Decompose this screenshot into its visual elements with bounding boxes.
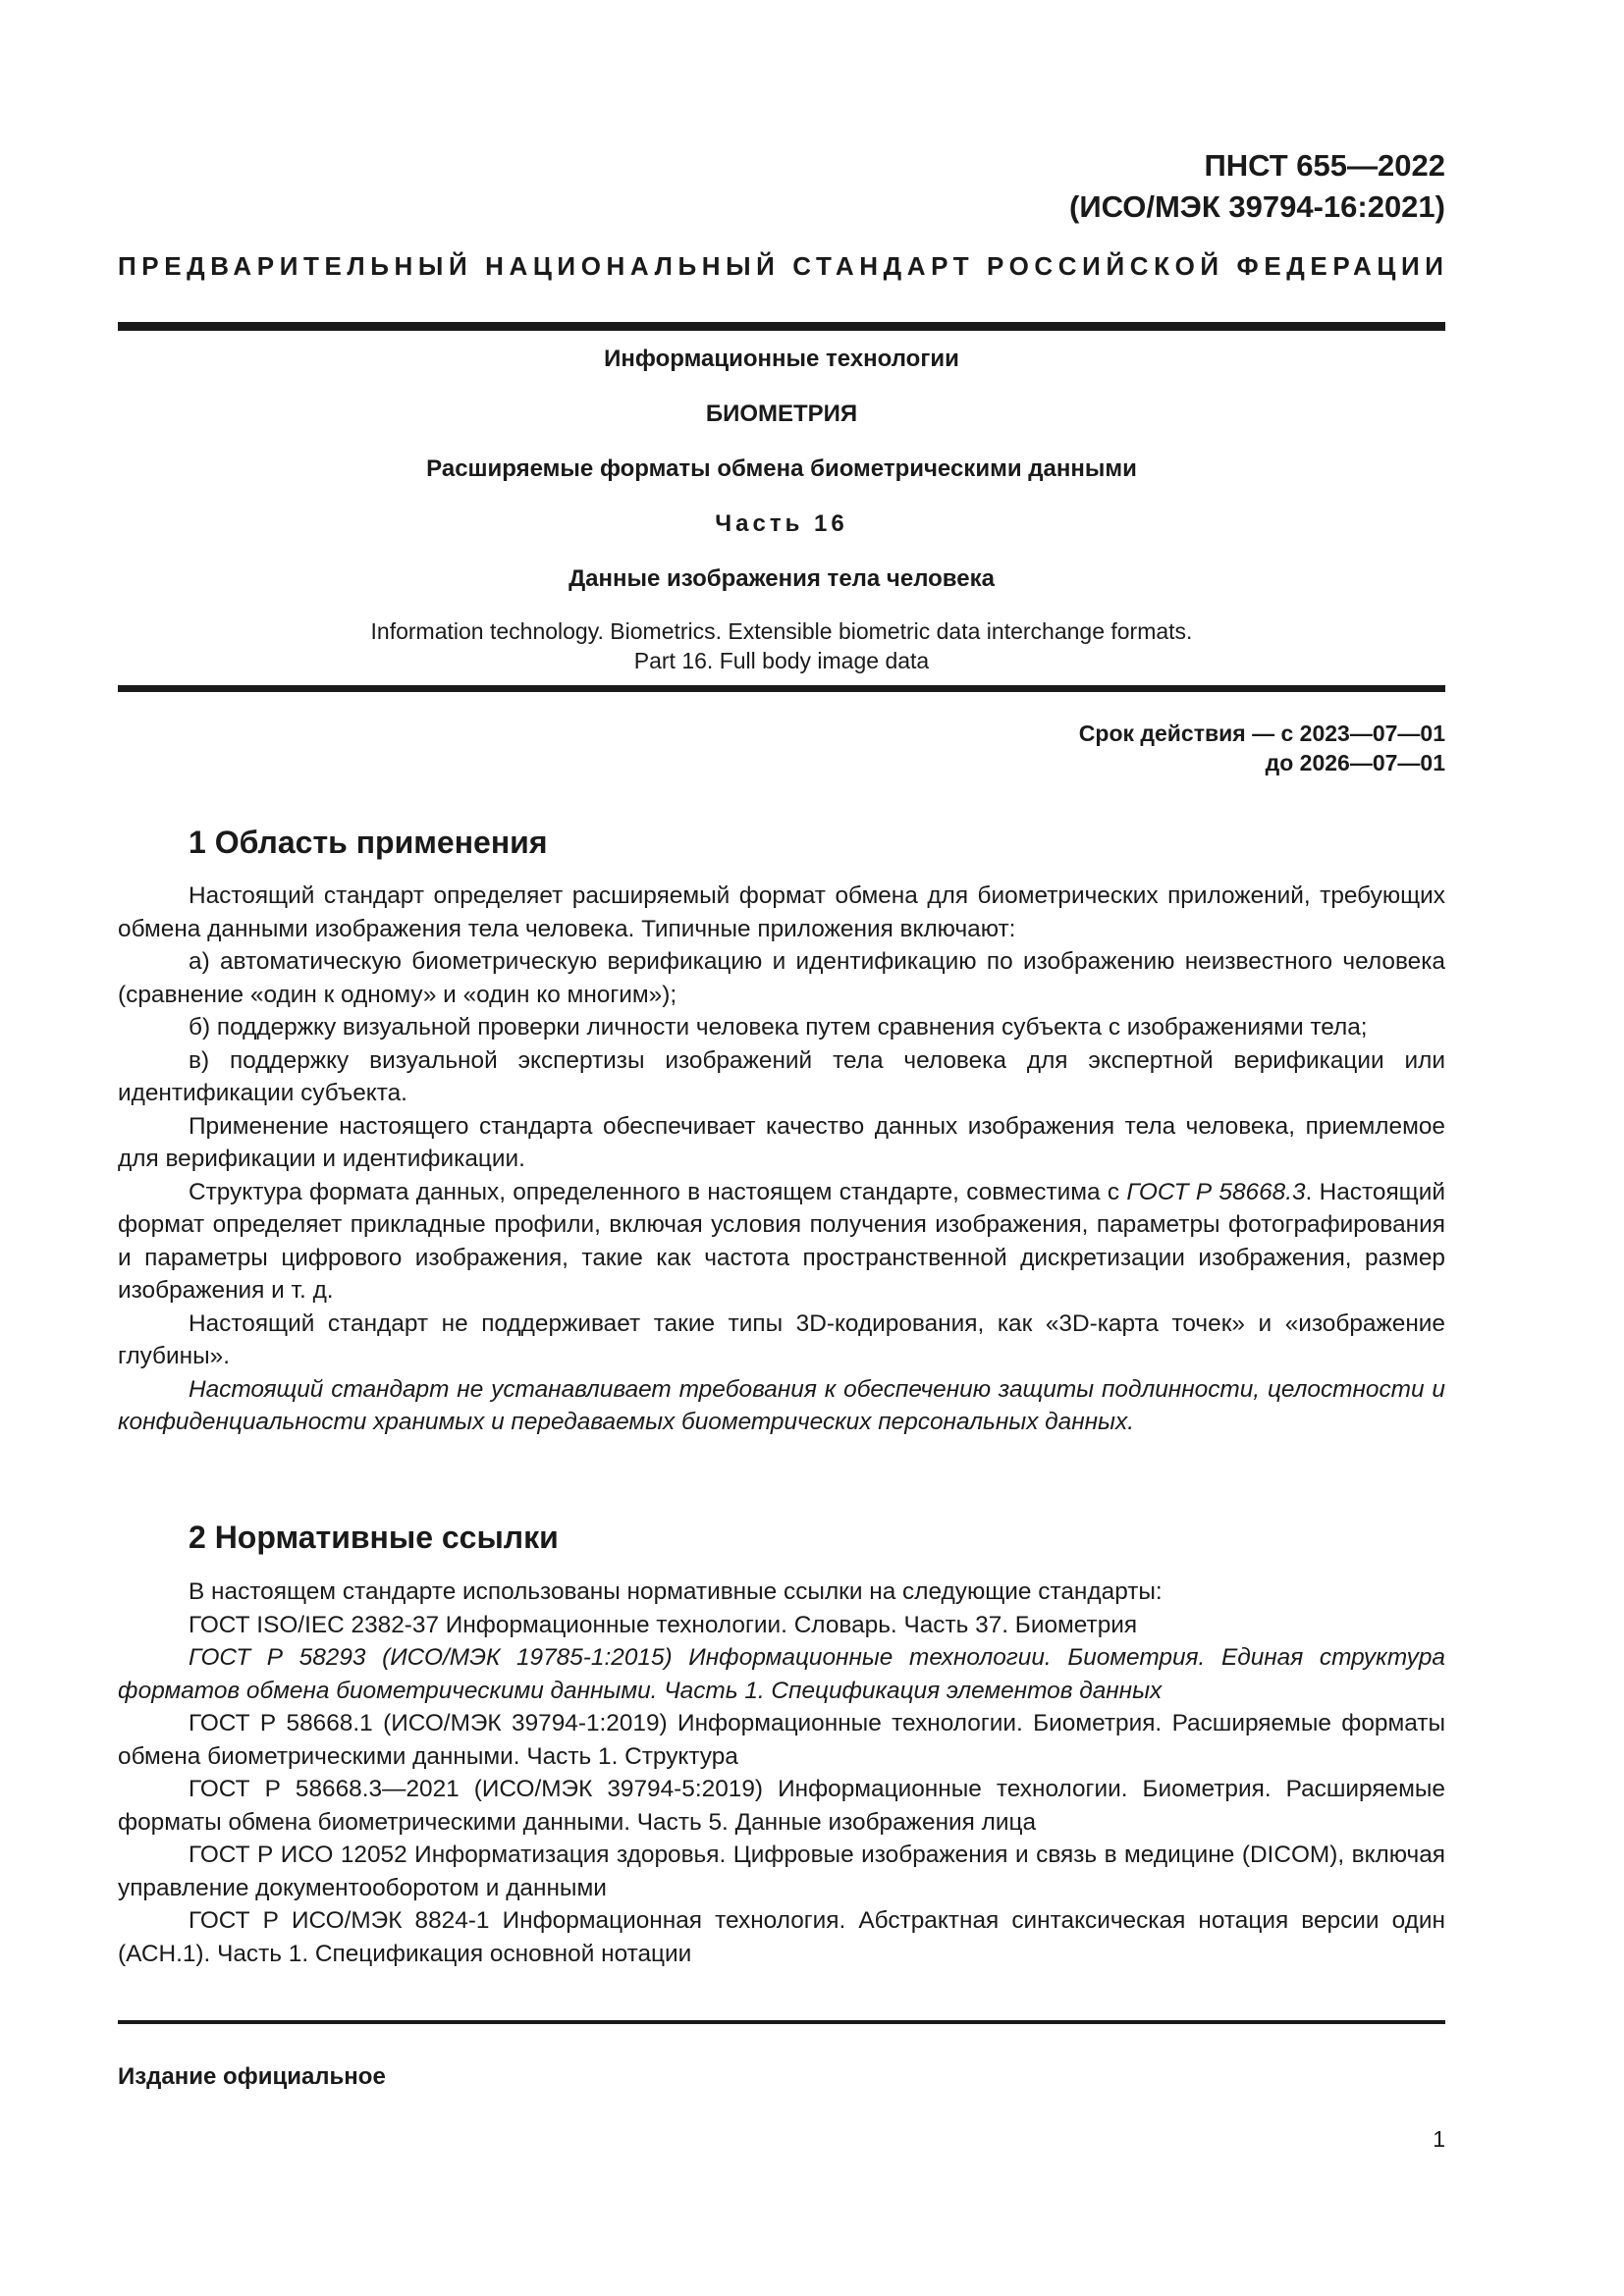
italic-note: Настоящий стандарт не устанавливает требования к обеспечению защиты подлинности, целостности и конфиденциальности хранимых и передаваемых биометрических персональных данных. [118,1375,1445,1435]
section-2-body [118,1575,1445,1970]
title-part: Часть 16 [715,510,848,537]
section-2-heading: 2 Нормативные ссылки [189,1520,559,1555]
document-number-line: ПНСТ 655—2022 [1204,148,1445,183]
list-item: б) поддержку визуальной проверки личности человека путем сравнения субъекта с изображениями тела; [189,1014,1368,1041]
paragraph: Настоящий стандарт определяет расширяемый формат обмена для биометрических приложений, требующих обмена данными изображения тела человека. Типичные приложения включают: [118,882,1445,942]
document-category: ПРЕДВАРИТЕЛЬНЫЙ НАЦИОНАЛЬНЫЙ СТАНДАРТ РОССИЙСКОЙ ФЕДЕРАЦИИ [118,251,1449,281]
reference-item: ГОСТ ISO/IEC 2382-37 Информационные технологии. Словарь. Часть 37. Биометрия [189,1611,1138,1638]
english-title-line-2: Part 16. Full body image data [633,648,930,673]
document-number-iso-line: (ИСО/МЭК 39794-16:2021) [1069,189,1445,224]
reference-item: ГОСТ Р 58293 (ИСО/МЭК 19785-1:2015) Информационные технологии. Биометрия. Единая структура форматов обмена биометрическими данными. Часть 1. Спецификация элементов данных [118,1644,1445,1704]
paragraph: В настоящем стандарте использованы нормативные ссылки на следующие стандарты: [189,1578,1163,1605]
title-block [118,340,1445,675]
page-number: 1 [1433,2126,1445,2152]
english-title [118,616,1445,675]
validity-from: Срок действия — с 2023—07—01 [1078,721,1445,746]
official-edition-label: Издание официальное [118,2063,386,2090]
validity-period [1079,719,1445,777]
footer-divider [118,2020,1445,2024]
text-span: Структура формата данных, определенного в настоящем стандарте, совместима с [189,1178,1127,1205]
title-divider [118,685,1445,692]
reference-item: ГОСТ Р 58668.1 (ИСО/МЭК 39794-1:2019) Информационные технологии. Биометрия. Расширяемые форматы обмена биометрическими данными. Часть 1. Структура [118,1710,1445,1770]
english-title-line-1: Information technology. Biometrics. Extensible biometric data interchange formats. [370,618,1193,644]
document-page [118,0,1449,2296]
title-line-5: Данные изображения тела человека [568,565,995,592]
standard-reference: ГОСТ Р 58668.3 [1126,1178,1306,1205]
paragraph [118,1176,1445,1308]
reference-item: ГОСТ Р ИСО/МЭК 8824-1 Информационная технология. Абстрактная синтаксическая нотация версии один (АСН.1). Часть 1. Спецификация основной нотации [118,1907,1445,1967]
title-line-1: Информационные технологии [604,346,959,372]
list-item: а) автоматическую биометрическую верификацию и идентификацию по изображению неизвестного человека (сравнение «один к одному» и «один ко многим»); [118,948,1445,1008]
validity-to: до 2026—07—01 [1265,750,1445,775]
top-divider [118,322,1445,331]
section-1-heading: 1 Область применения [189,825,548,860]
reference-item: ГОСТ Р 58668.3—2021 (ИСО/МЭК 39794-5:2019) Информационные технологии. Биометрия. Расширяемые форматы обмена биометрическими данными. Часть 5. Данные изображения лица [118,1776,1445,1836]
title-line-3: Расширяемые форматы обмена биометрическими данными [426,455,1137,482]
text-span: . Настоящий формат определяет прикладные профили, включая условия получения изображения, параметры фотографирования и параметры цифрового изображения, такие как частота пространственной дискретизации изображения, размер изображения и т. д. [118,1178,1445,1304]
list-item: в) поддержку визуальной экспертизы изображений тела человека для экспертной верификации или идентификации субъекта. [118,1046,1445,1106]
paragraph: Применение настоящего стандарта обеспечивает качество данных изображения тела человека, приемлемое для верификации и идентификации. [118,1112,1445,1172]
section-1-body [118,880,1445,1439]
document-number [1069,145,1445,228]
reference-item: ГОСТ Р ИСО 12052 Информатизация здоровья. Цифровые изображения и связь в медицине (DICOM), включая управление документооборотом и данными [118,1842,1445,1901]
title-line-2: БИОМЕТРИЯ [705,400,858,427]
paragraph: Настоящий стандарт не поддерживает такие типы 3D-кодирования, как «3D-карта точек» и «изображение глубины». [118,1309,1445,1369]
